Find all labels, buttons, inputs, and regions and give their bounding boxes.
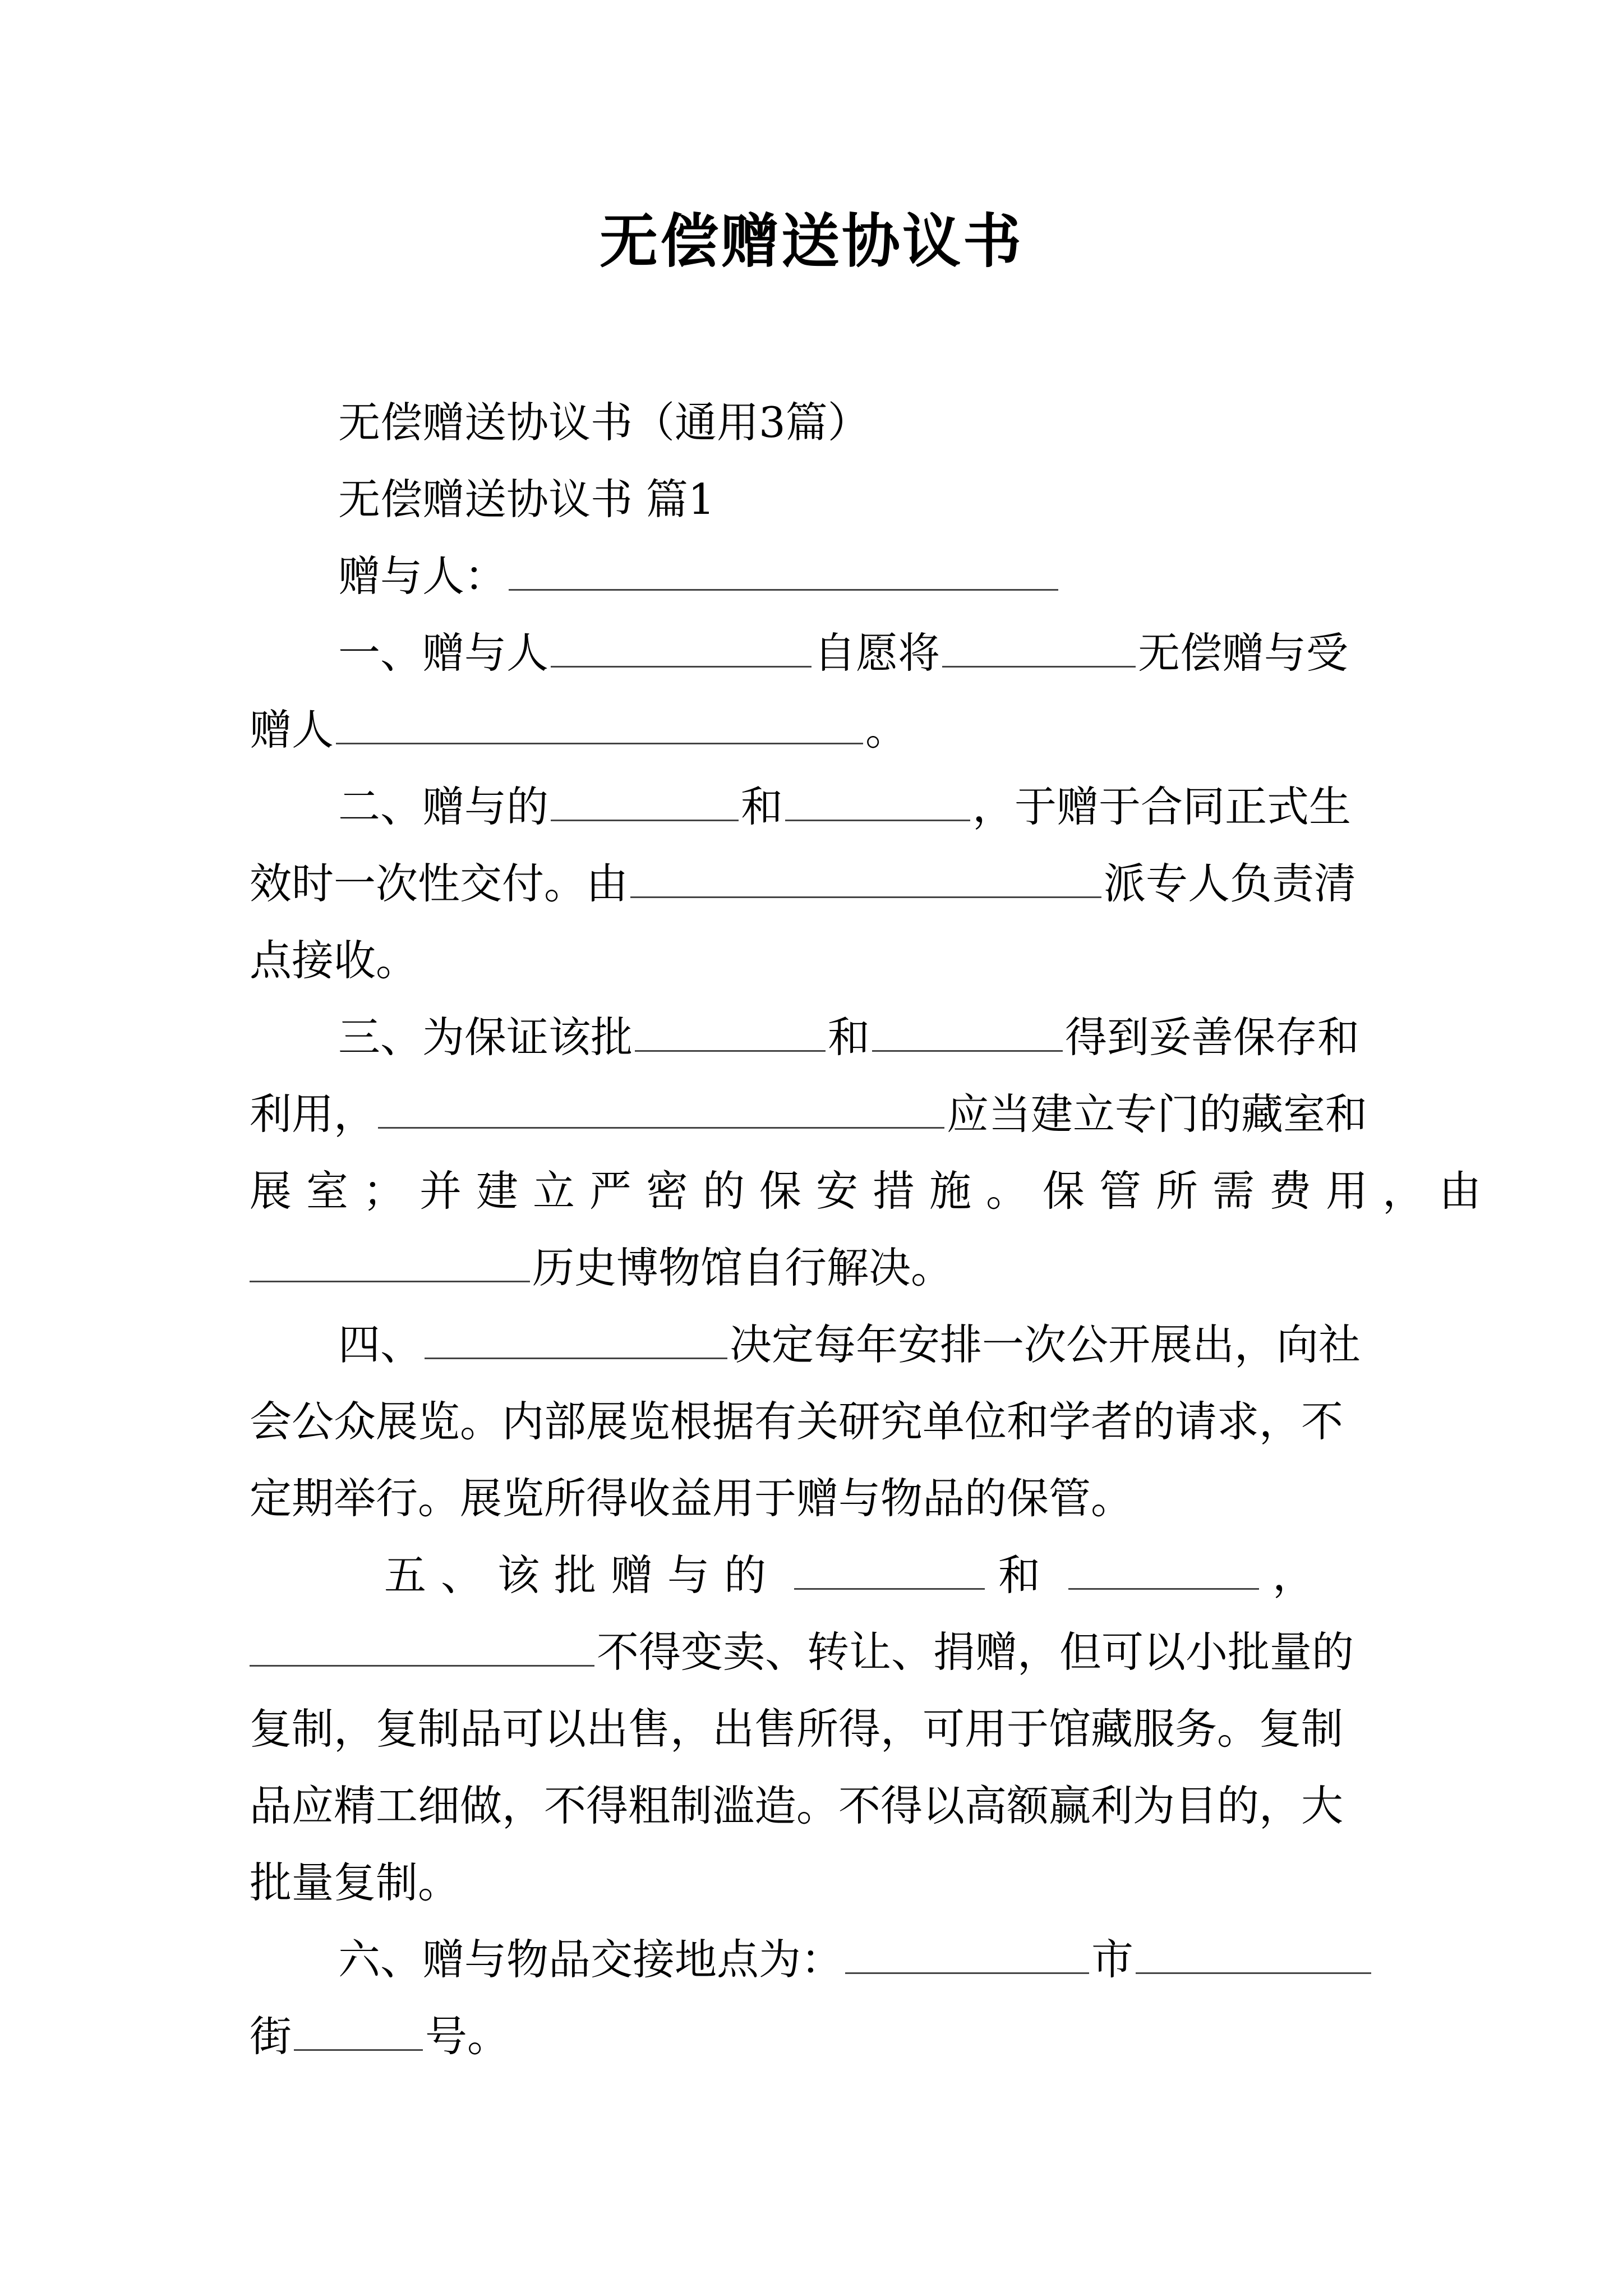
clause-3-line-2 [250, 1076, 1388, 1153]
clause-6-line-1 [250, 1921, 1388, 1998]
clause-text: 决定每年安排一次公开展出，向社 [730, 1320, 1361, 1369]
item-blank[interactable] [794, 1542, 985, 1590]
clause-2-line-1 [250, 769, 1388, 845]
clause-1-line-1 [250, 615, 1388, 692]
clause-3-line-4 [250, 1230, 1388, 1306]
clause-6-line-2 [250, 1998, 1388, 2075]
clause-text: 赠人 [250, 705, 334, 754]
section-heading-line [250, 461, 1388, 538]
clause-text: 复制，复制品可以出售，出售所得，可用于馆藏服务。复制 [250, 1704, 1344, 1754]
clause-5-line-3 [250, 1691, 1388, 1768]
clause-text: ，于赠于合同正式生 [972, 782, 1352, 831]
clause-text: 和 [998, 1550, 1055, 1600]
clause-text: 二、赠与的 [338, 782, 549, 831]
clause-text: 。 [865, 705, 908, 754]
clause-text: 六、赠与物品交接地点为： [338, 1935, 843, 1984]
item-blank[interactable] [942, 620, 1136, 668]
clause-text: 派专人负责清 [1104, 859, 1357, 908]
clause-text: 自愿将 [814, 628, 940, 678]
document-subtitle: 无偿赠送协议书（通用3篇） [338, 398, 870, 447]
clause-text: 应当建立专门的藏室和 [947, 1089, 1368, 1139]
donor-line [250, 538, 1388, 615]
clause-text: 得到妥善保存和 [1065, 1013, 1360, 1062]
clause-3-line-1 [250, 999, 1388, 1076]
clause-text: 一、赠与人 [338, 628, 549, 678]
item-blank[interactable] [785, 774, 970, 821]
clause-text: 三、为保证该批 [338, 1013, 633, 1062]
clause-3-line-3 [250, 1153, 1496, 1230]
clause-2-line-2 [250, 845, 1388, 922]
clause-text: 会公众展览。内部展览根据有关研究单位和学者的请求，不 [250, 1397, 1344, 1446]
donor-name-blank[interactable] [551, 620, 811, 668]
holder-blank[interactable] [250, 1619, 594, 1667]
clause-5-line-1 [250, 1537, 1388, 1614]
clause-text: 无偿赠与受 [1138, 628, 1349, 678]
organizer-blank[interactable] [425, 1312, 727, 1359]
clause-text: 利用， [250, 1089, 376, 1139]
city-blank[interactable] [845, 1926, 1089, 1974]
clause-text: 四、 [338, 1320, 423, 1369]
clause-text: 历史博物馆自行解决。 [532, 1243, 953, 1292]
section-heading: 无偿赠送协议书 篇1 [338, 475, 715, 524]
museum-blank[interactable] [250, 1235, 530, 1282]
receiver-blank[interactable] [630, 850, 1101, 898]
item-blank[interactable] [872, 1004, 1063, 1052]
item-blank[interactable] [551, 774, 739, 821]
clause-text: 品应精工细做，不得粗制滥造。不得以高额赢利为目的，大 [250, 1781, 1344, 1830]
number-blank[interactable] [294, 2003, 423, 2051]
document-title: 无偿赠送协议书 [599, 206, 1023, 275]
item-blank[interactable] [1068, 1542, 1259, 1590]
clause-4-line-2 [250, 1383, 1388, 1460]
clause-text: 批量复制。 [250, 1858, 460, 1907]
clause-text: 号。 [425, 2012, 510, 2061]
donor-label: 赠与人： [338, 551, 507, 601]
street-blank[interactable] [1136, 1926, 1371, 1974]
clause-text: 五、该批赠与的 [384, 1550, 781, 1600]
clause-text: 街 [250, 2012, 292, 2061]
clause-text: ， [1272, 1550, 1330, 1600]
item-blank[interactable] [635, 1004, 826, 1052]
recipient-blank[interactable] [336, 697, 863, 744]
donor-blank[interactable] [509, 543, 1058, 591]
clause-5-line-5 [250, 1844, 1388, 1921]
clause-1-line-2 [250, 692, 1388, 769]
clause-text: 不得变卖、转让、捐赠，但可以小批量的 [597, 1627, 1354, 1677]
clause-text: 和 [741, 782, 783, 831]
clause-text: 市 [1091, 1935, 1134, 1984]
clause-4-line-3 [250, 1460, 1388, 1537]
clause-text: 定期举行。展览所得收益用于赠与物品的保管。 [250, 1474, 1133, 1523]
clause-text: 点接收。 [250, 936, 418, 985]
subtitle-line [250, 384, 1388, 461]
clause-2-line-3 [250, 922, 1388, 999]
clause-5-line-4 [250, 1768, 1388, 1844]
document-body [250, 384, 1496, 2075]
clause-4-line-1 [250, 1306, 1388, 1383]
clause-text: 展室；并建立严密的保安措施。保管所需费用，由 [250, 1166, 1496, 1216]
clause-text: 和 [828, 1013, 870, 1062]
clause-text: 效时一次性交付。由 [250, 859, 629, 908]
institution-blank[interactable] [378, 1081, 944, 1129]
clause-5-line-2 [250, 1614, 1388, 1691]
